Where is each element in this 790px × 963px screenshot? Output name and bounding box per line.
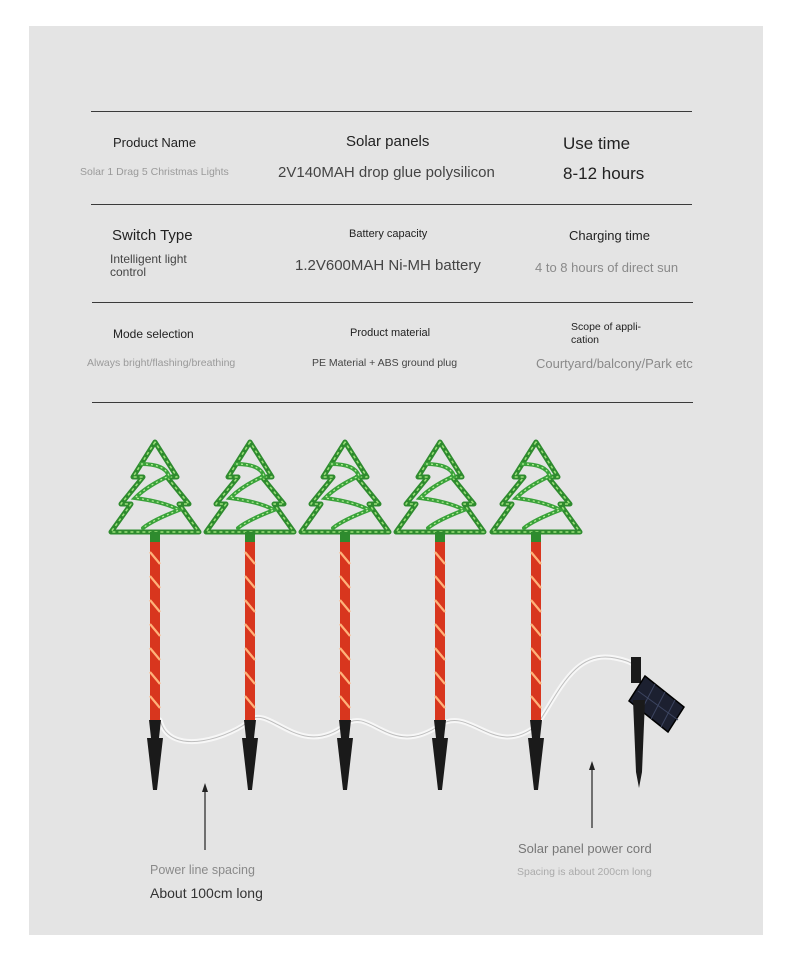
charging-time-label: Charging time (569, 228, 650, 243)
solar-cord-title: Solar panel power cord (518, 841, 652, 856)
charging-time-value: 4 to 8 hours of direct sun (535, 260, 679, 275)
scope-value: Courtyard/balcony/Park etc (536, 356, 693, 371)
scope-label-line1: Scope of appli- (571, 321, 642, 333)
product-name-value: Solar 1 Drag 5 Christmas Lights (80, 166, 229, 178)
mode-selection-label: Mode selection (113, 327, 194, 341)
battery-capacity-value: 1.2V600MAH Ni-MH battery (295, 257, 481, 274)
solar-panels-value: 2V140MAH drop glue polysilicon (278, 164, 495, 181)
power-line-title: Power line spacing (150, 863, 255, 877)
switch-type-label: Switch Type (112, 227, 193, 244)
scope-label-line2: cation (571, 334, 600, 346)
use-time-label: Use time (563, 134, 631, 153)
solar-cord-value: Spacing is about 200cm long (517, 866, 652, 878)
use-time-value: 8-12 hours (563, 164, 645, 183)
battery-capacity-label: Battery capacity (349, 228, 428, 240)
solar-cord-arrow (589, 761, 595, 828)
tree-light-1 (111, 442, 199, 790)
product-material-value: PE Material + ABS ground plug (312, 357, 458, 369)
switch-type-value-line1: Intelligent light (110, 252, 187, 266)
power-line-arrow (202, 783, 208, 850)
solar-panel-icon (629, 657, 684, 788)
product-name-label: Product Name (113, 135, 197, 150)
mode-selection-value: Always bright/flashing/breathing (87, 357, 236, 369)
power-line-value: About 100cm long (150, 885, 263, 901)
solar-panels-label: Solar panels (346, 133, 430, 150)
product-material-label: Product material (350, 327, 431, 339)
switch-type-value-line2: control (110, 265, 147, 279)
